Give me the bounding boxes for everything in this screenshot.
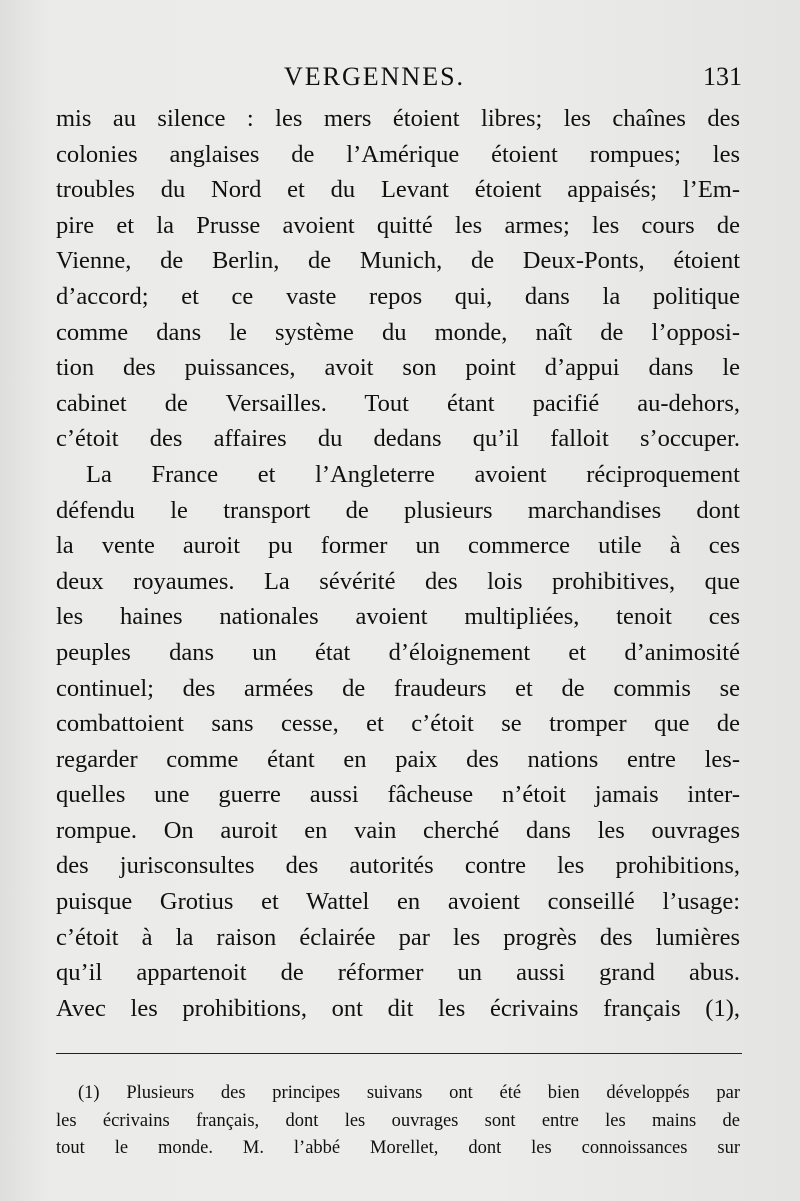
text-line: rompue. On auroit en vain cherché dans les ouvrages xyxy=(56,816,740,844)
text-line: pire et la Prusse avoient quitté les armes; les cours de xyxy=(56,211,740,239)
text-line: cabinet de Versailles. Tout étant pacifié au-dehors, xyxy=(56,389,740,417)
text-line: comme dans le système du monde, naît de l’opposi- xyxy=(56,318,740,346)
text-line: défendu le transport de plusieurs marchandises dont xyxy=(56,496,740,524)
text-line: c’étoit à la raison éclairée par les progrès des lumières xyxy=(56,923,740,951)
text-line: combattoient sans cesse, et c’étoit se tromper que de xyxy=(56,710,740,738)
text-line: colonies anglaises de l’Amérique étoient rompues; les xyxy=(56,140,740,168)
footnote-line: (1) Plusieurs des principes suivans ont été bien développés par xyxy=(78,1083,740,1103)
text-line: des jurisconsultes des autorités contre les prohibitions, xyxy=(56,852,740,880)
text-line: peuples dans un état d’éloignement et d’animosité xyxy=(56,638,740,666)
page-header xyxy=(56,62,742,102)
text-line: les haines nationales avoient multipliées, tenoit ces xyxy=(56,603,740,631)
footnote-line: tout le monde. M. l’abbé Morellet, dont les connoissances sur xyxy=(56,1138,740,1158)
running-head: VERGENNES. xyxy=(284,62,466,91)
text-line: d’accord; et ce vaste repos qui, dans la politique xyxy=(56,282,740,310)
text-line: c’étoit des affaires du dedans qu’il falloit s’occuper. xyxy=(56,425,740,453)
text-line: tion des puissances, avoit son point d’appui dans le xyxy=(56,354,740,382)
text-line: troubles du Nord et du Levant étoient appaisés; l’Em- xyxy=(56,176,740,204)
footnote xyxy=(56,1080,740,1163)
text-line: deux royaumes. La sévérité des lois prohibitives, que xyxy=(56,567,740,595)
text-line: la vente auroit pu former un commerce utile à ces xyxy=(56,532,740,560)
footnote-divider xyxy=(56,1053,742,1054)
text-line: regarder comme étant en paix des nations entre les- xyxy=(56,745,740,773)
text-line: Vienne, de Berlin, de Munich, de Deux-Ponts, étoient xyxy=(56,247,740,275)
paragraph-first-line: La France et l’Angleterre avoient réciproquement xyxy=(86,460,740,488)
text-line: quelles une guerre aussi fâcheuse n’étoit jamais inter- xyxy=(56,781,740,809)
page-number: 131 xyxy=(703,62,742,91)
text-line: continuel; des armées de fraudeurs et de commis se xyxy=(56,674,740,702)
text-line: qu’il appartenoit de réformer un aussi grand abus. xyxy=(56,959,740,987)
text-line: puisque Grotius et Wattel en avoient conseillé l’usage: xyxy=(56,888,740,916)
text-line: mis au silence : les mers étoient libres; les chaînes des xyxy=(56,105,740,132)
text-line: Avec les prohibitions, ont dit les écrivains français (1), xyxy=(56,994,740,1022)
body-text xyxy=(56,101,740,1026)
footnote-line: les écrivains français, dont les ouvrages sont entre les mains de xyxy=(56,1110,740,1131)
